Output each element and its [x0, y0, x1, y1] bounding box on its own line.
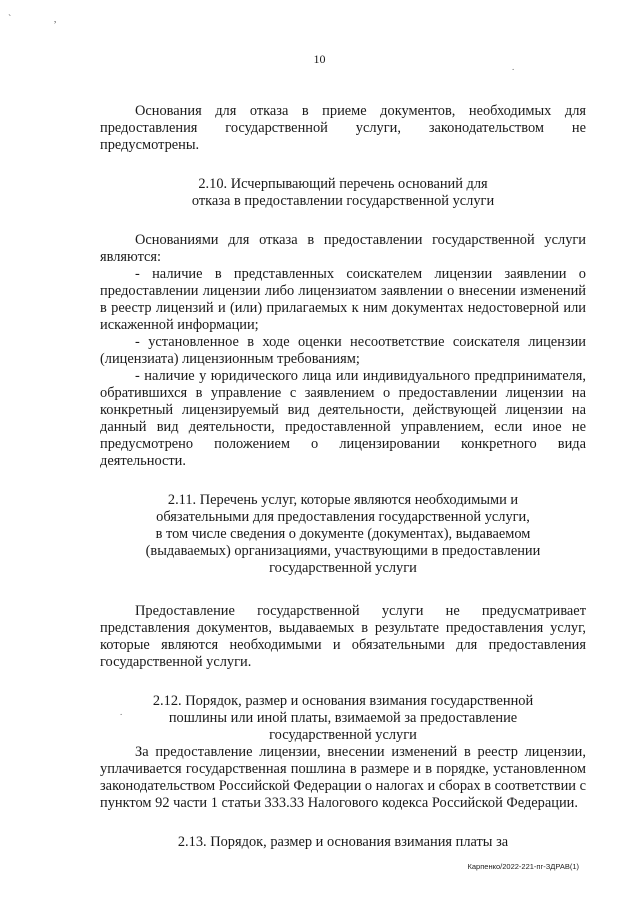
paragraph-refusal-acceptance: Основания для отказа в приеме документов, необходимых для предоставления государственной услуги, законодательством не предусмотрены. — [100, 103, 586, 153]
heading-line: пошлины или иной платы, взимаемой за предоставление — [168, 710, 518, 726]
list-item-false-info: - наличие в представленных соискателем лицензии заявлении о предоставлении лицензии либо лицензиатом заявлении о внесении изменений в реестр лицензий и (или) прилагаемых к ним документах недостоверной или искаженной информации; — [100, 266, 586, 333]
paragraph-state-fee: За предоставление лицензии, внесении изменений в реестр лицензии, уплачивается государственная пошлина в размере и в порядке, установленном законодательством Российской Федерации о налогах и сборах в соответствии с пунктом 92 части 1 статьи 333.33 Налогового кодекса Российской Федерации. — [100, 744, 586, 811]
document-footer-code: Карпенко/2022-221-пг-ЗДРАВ(1) — [467, 862, 579, 871]
heading-line: 2.12. Порядок, размер и основания взимания государственной — [152, 693, 534, 709]
section-heading-2-12 — [100, 693, 586, 744]
paragraph-refusal-grounds: Основаниями для отказа в предоставлении государственной услуги являются: — [100, 232, 586, 265]
heading-line: 2.10. Исчерпывающий перечень оснований для — [198, 176, 488, 192]
document-body — [100, 103, 586, 851]
scan-specks: ` , — [8, 14, 77, 25]
list-item-noncompliance: - установленное в ходе оценки несоответствие соискателя лицензии (лицензиата) лицензионным требованиям; — [100, 334, 586, 367]
section-heading-2-11 — [100, 492, 586, 577]
heading-line: (выдаваемых) организациями, участвующими в предоставлении — [145, 543, 541, 559]
section-heading-2-10 — [100, 176, 586, 210]
heading-line: отказа в предоставлении государственной услуги — [191, 193, 495, 209]
heading-line: государственной услуги — [269, 560, 417, 576]
section-heading-2-13: 2.13. Порядок, размер и основания взимания платы за — [177, 834, 509, 850]
heading-line: 2.11. Перечень услуг, которые являются необходимыми и — [167, 492, 519, 508]
heading-line: обязательными для предоставления государственной услуги, — [156, 509, 530, 525]
list-item-existing-license: - наличие у юридического лица или индивидуального предпринимателя, обратившихся в управление с заявлением о предоставлении лицензии на конкретный лицензируемый вид деятельности, действующей лицензии на данный вид деятельности, предоставленной управлением, если иное не предусмотрено положением о лицензировании конкретного вида деятельности. — [100, 368, 586, 469]
heading-line: в том числе сведения о документе (документах), выдаваемом — [155, 526, 531, 542]
heading-line: государственной услуги — [269, 727, 417, 743]
paragraph-required-services: Предоставление государственной услуги не предусматривает представления документов, выдаваемых в результате предоставления услуг, которые являются необходимыми и обязательными для предоставления государственной услуги. — [100, 603, 586, 670]
page-number: 10 — [313, 52, 326, 66]
scan-speck: . — [512, 62, 515, 72]
scan-speck: . — [120, 707, 123, 717]
